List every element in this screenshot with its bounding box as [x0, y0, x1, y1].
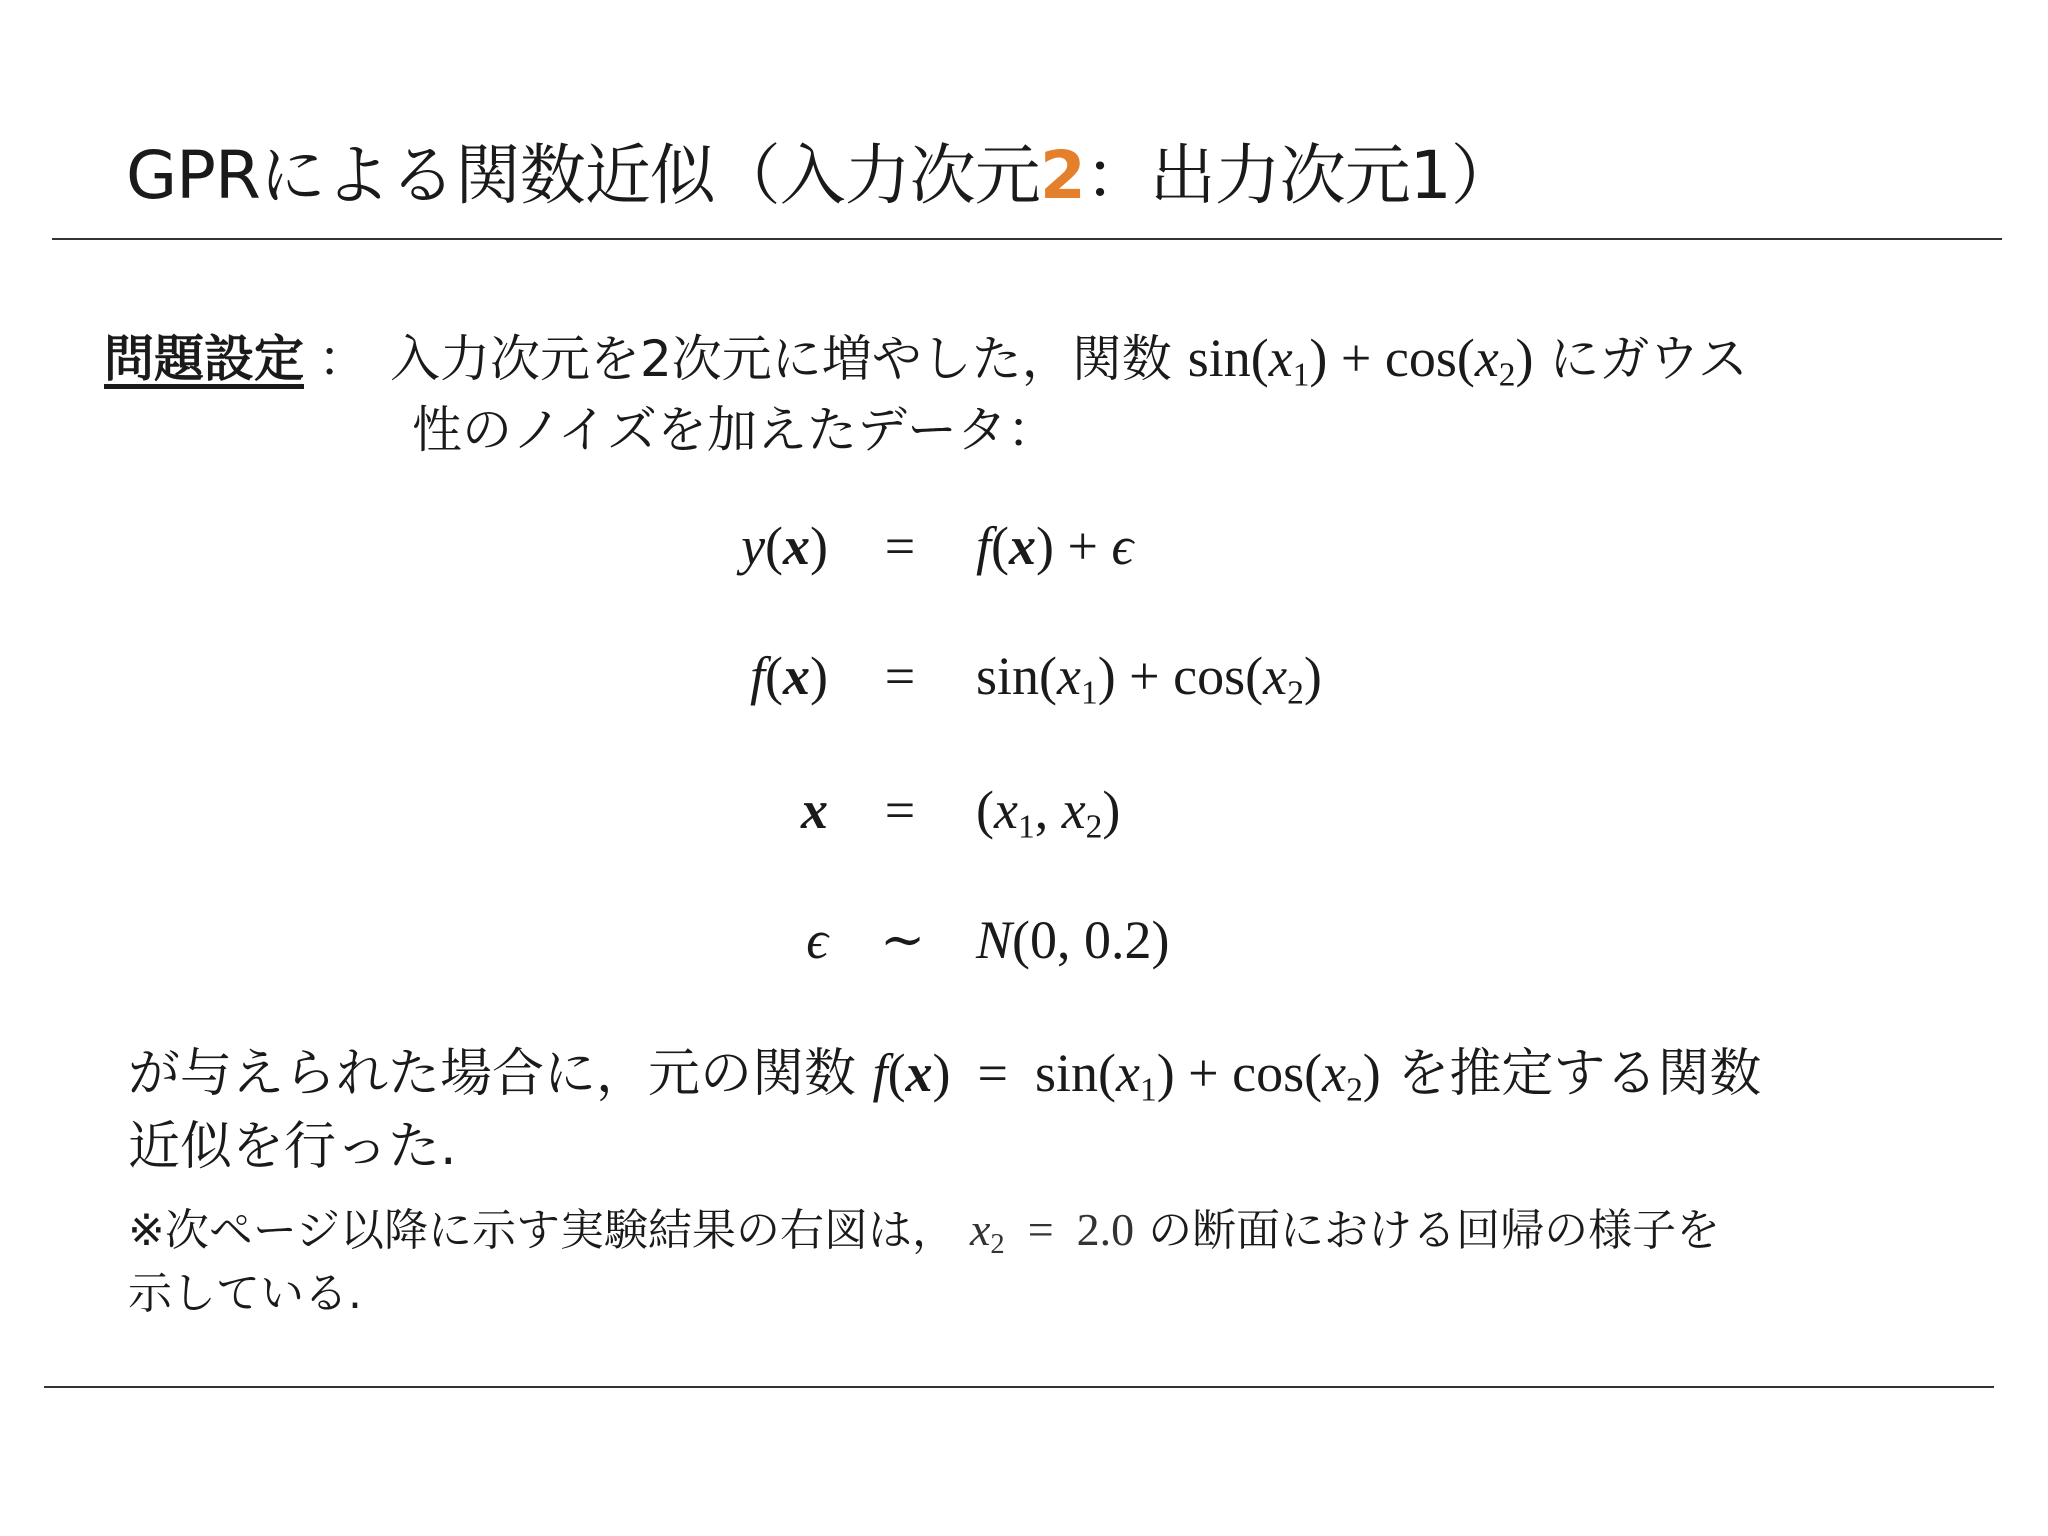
equation-rhs: ($x_1$, $x_2$): [976, 780, 1121, 846]
slide-title: [126, 128, 1516, 224]
equation-lhs: y(x): [741, 516, 828, 576]
title-accent-number: 2: [1039, 137, 1085, 214]
equation-operator: =: [884, 780, 916, 840]
equation-lhs: f(x): [750, 646, 828, 706]
conclusion-line2: 近似を行った.: [128, 1117, 457, 1177]
problem-formula: $\sin(x_1) + \cos(x_2)$: [1187, 328, 1534, 394]
conclusion-line1: [128, 1036, 1761, 1111]
top-divider: [52, 238, 2002, 240]
problem-colon: ：: [318, 330, 368, 388]
equation-operator: ∼: [880, 910, 926, 970]
problem-statement: [104, 322, 1748, 395]
equation-rhs: N(0, 0.2): [976, 910, 1170, 970]
bottom-divider: [44, 1386, 1994, 1388]
conclusion-text: が与えられた場合に，元の関数: [128, 1044, 857, 1104]
equation-row-2: [0, 636, 2048, 716]
problem-statement-line2: 性のノイズを加えたデータ：: [412, 401, 1057, 459]
equation-rhs: $\sin(x_1) + \cos(x_2)$: [976, 646, 1322, 712]
note-text: ※次ページ以降に示す実験結果の右図は，: [128, 1205, 956, 1256]
equation-operator: =: [884, 516, 916, 576]
equation-lhs: ϵ: [806, 910, 828, 970]
problem-text: 入力次元を2次元に増やした，関数: [390, 330, 1172, 388]
note-text-end: の断面における回帰の様子を: [1148, 1205, 1721, 1256]
equation-rhs: f(x) + ϵ: [976, 516, 1134, 576]
equation-operator: =: [884, 646, 916, 706]
note-line2: 示している.: [128, 1268, 362, 1319]
title-text-end: ：出力次元1）: [1084, 137, 1516, 214]
equation-row-3: [0, 770, 2048, 850]
equation-lhs: x: [801, 780, 828, 840]
title-text: GPRによる関数近似（入力次元: [126, 137, 1040, 214]
note-line1: [128, 1198, 1720, 1263]
conclusion-text-end: を推定する関数: [1397, 1044, 1762, 1104]
problem-label: 問題設定: [104, 330, 304, 388]
conclusion-formula: $f(x) = \sin(x_1) + \cos(x_2)$: [872, 1043, 1381, 1109]
problem-text-tail: にガウス: [1549, 330, 1748, 388]
equation-row-4: [0, 900, 2048, 980]
note-formula: $x_2 = 2.0$: [970, 1204, 1135, 1260]
equation-row-1: [0, 506, 2048, 586]
